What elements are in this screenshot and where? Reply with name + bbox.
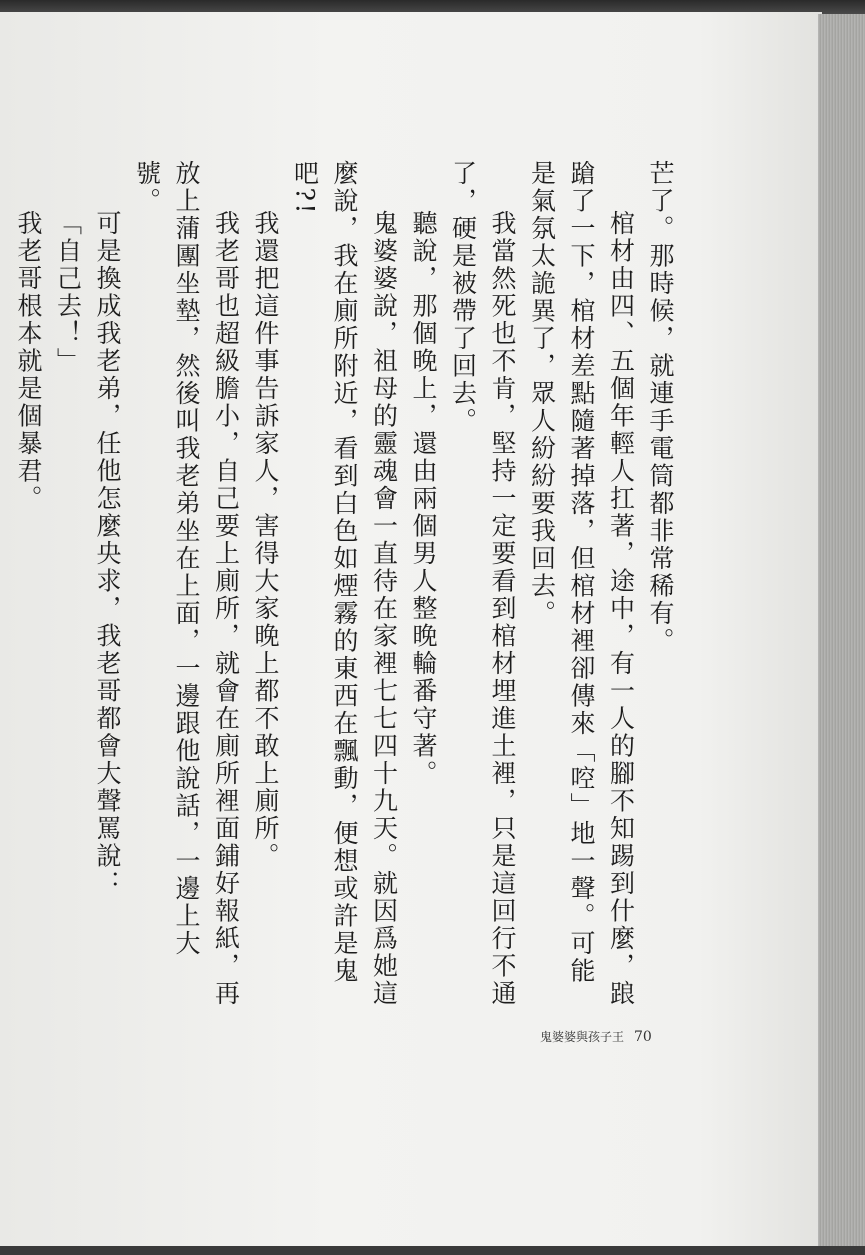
book-page-edges [818,14,865,1248]
body-text [14,160,680,1010]
paragraph-3: 我當然死也不肯，堅持一定要看到棺材埋進土裡，只是這回行不通了，硬是被帶了回去。 [448,160,517,1008]
page-footer [540,1028,652,1045]
scan-bottom-shadow [0,1246,865,1255]
paragraph-2: 棺材由四、五個年輕人扛著，途中，有一人的腳不知踢到什麼，踉蹌了一下，棺材差點隨著掉落，但棺材裡卻傳來「啌」地一聲。可能是氣氛太詭異了，眾人紛紛要我回去。 [527,160,636,1008]
paragraph-8: 可是換成我老弟，任他怎麼央求，我老哥都會大聲罵說： [93,210,122,898]
paragraph-9: 「自己去！」 [53,210,83,375]
paragraph-7: 我老哥也超級膽小，自己要上廁所，就會在廁所裡面鋪好報紙，再放上蒲團坐墊，然後叫我老弟坐在上面，一邊跟他說話，一邊上大號。 [132,160,241,1008]
paragraph-5: 鬼婆婆說，祖母的靈魂會一直待在家裡七七四十九天。就因爲她這麼說，我在廁所附近，看到白色如煙霧的東西在飄動，便想或許是鬼吧?! [290,160,399,1008]
paragraph-10: 我老哥根本就是個暴君。 [14,210,43,513]
paragraph-4: 聽說，那個晚上，還由兩個男人整晚輪番守著。 [409,210,438,788]
running-book-title: 鬼婆婆與孩子王 [540,1030,625,1044]
page-number: 70 [634,1029,652,1045]
paragraph-1: 芒了。那時候，就連手電筒都非常稀有。 [646,160,675,655]
paragraph-6: 我還把這件事告訴家人，害得大家晚上都不敢上廁所。 [251,210,280,870]
